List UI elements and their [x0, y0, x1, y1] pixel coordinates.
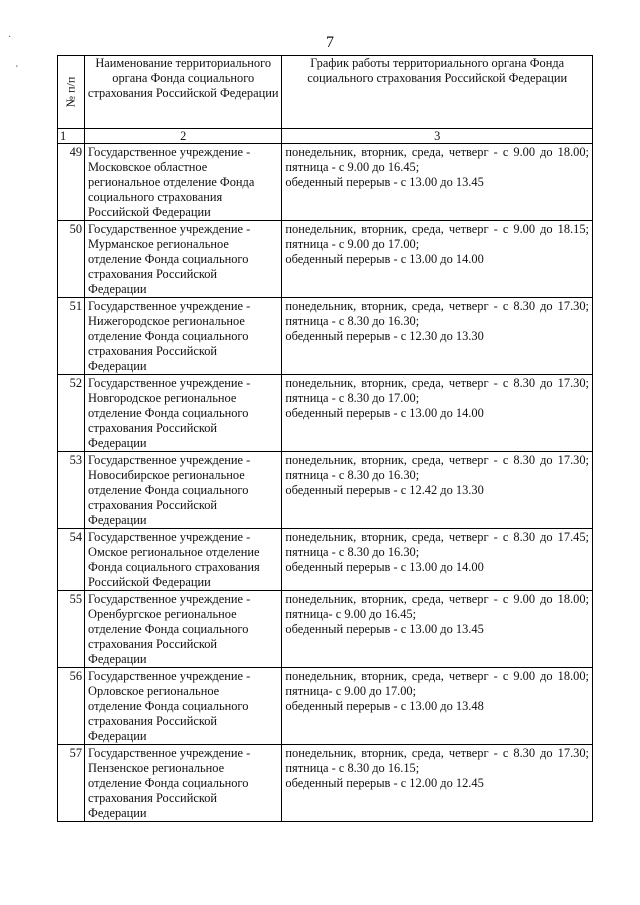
margin-mark: ': [16, 64, 18, 75]
organization-name-line: Нижегородское региональное: [88, 314, 245, 328]
column-index-row: [58, 129, 593, 144]
table-row: [58, 452, 593, 529]
table-row: [58, 529, 593, 591]
organization-name-line: Государственное учреждение -: [88, 669, 251, 683]
row-number: 57: [58, 745, 85, 822]
organization-name: [85, 591, 282, 668]
row-number: 49: [58, 144, 85, 221]
work-schedule: [282, 529, 593, 591]
column-index: 3: [282, 129, 593, 144]
work-schedule: [282, 375, 593, 452]
organization-name: [85, 298, 282, 375]
organization-name: [85, 745, 282, 822]
organization-name-line: страхования Российской: [88, 421, 218, 435]
table-row: [58, 144, 593, 221]
organization-name-line: отделение Фонда социального: [88, 622, 249, 636]
table-row: [58, 375, 593, 452]
table-row: [58, 298, 593, 375]
organization-name: [85, 144, 282, 221]
organization-name: [85, 668, 282, 745]
work-schedule-line: понедельник, вторник, среда, четверг - с 8.30 до 17.30;: [285, 746, 589, 760]
work-schedule-line: обеденный перерыв - с 13.00 до 13.45: [285, 175, 484, 189]
organization-name-line: страхования Российской: [88, 637, 218, 651]
work-schedule: [282, 591, 593, 668]
work-schedule-line: понедельник, вторник, среда, четверг - с 9.00 до 18.00;: [285, 145, 589, 159]
work-schedule-line: пятница- с 9.00 до 17.00;: [285, 684, 417, 698]
organization-name-line: Российской Федерации: [88, 205, 211, 219]
organization-name-line: Государственное учреждение -: [88, 299, 251, 313]
organization-name-line: Фонда социального страхования: [88, 560, 260, 574]
row-number: 52: [58, 375, 85, 452]
work-schedule-line: пятница- с 9.00 до 16.45;: [285, 607, 417, 621]
column-index: 1: [58, 129, 85, 144]
organization-name-line: Федерации: [88, 513, 147, 527]
row-number: 53: [58, 452, 85, 529]
work-schedule-line: обеденный перерыв - с 12.30 до 13.30: [285, 329, 484, 343]
work-schedule-line: пятница - с 8.30 до 16.30;: [285, 314, 420, 328]
work-schedule-line: понедельник, вторник, среда, четверг - с 9.00 до 18.15;: [285, 222, 589, 236]
organization-name: [85, 375, 282, 452]
work-schedule-line: обеденный перерыв - с 13.00 до 14.00: [285, 560, 484, 574]
organization-name-line: страхования Российской: [88, 714, 218, 728]
schedule-table: [57, 55, 593, 822]
work-schedule-line: пятница - с 8.30 до 16.30;: [285, 468, 420, 482]
organization-name-line: Московское областное: [88, 160, 208, 174]
margin-mark: ·: [8, 32, 12, 43]
organization-name-line: Государственное учреждение -: [88, 453, 251, 467]
organization-name-line: отделение Фонда социального: [88, 699, 249, 713]
work-schedule-line: понедельник, вторник, среда, четверг - с 8.30 до 17.30;: [285, 453, 589, 467]
organization-name-line: Государственное учреждение -: [88, 376, 251, 390]
row-number: 50: [58, 221, 85, 298]
row-number: 56: [58, 668, 85, 745]
header-name: Наименование территориального органа Фонда социального страхования Российской Федерации: [85, 56, 282, 129]
organization-name-line: Федерации: [88, 652, 147, 666]
work-schedule-line: обеденный перерыв - с 12.00 до 12.45: [285, 776, 484, 790]
organization-name-line: Федерации: [88, 359, 147, 373]
column-index: 2: [85, 129, 282, 144]
organization-name-line: отделение Фонда социального: [88, 406, 249, 420]
organization-name-line: Федерации: [88, 729, 147, 743]
table-row: [58, 591, 593, 668]
organization-name-line: отделение Фонда социального: [88, 483, 249, 497]
organization-name-line: Новгородское региональное: [88, 391, 237, 405]
work-schedule: [282, 452, 593, 529]
work-schedule-line: обеденный перерыв - с 13.00 до 14.00: [285, 252, 484, 266]
row-number: 55: [58, 591, 85, 668]
organization-name-line: отделение Фонда социального: [88, 776, 249, 790]
organization-name-line: отделение Фонда социального: [88, 329, 249, 343]
work-schedule: [282, 144, 593, 221]
row-number: 54: [58, 529, 85, 591]
organization-name: [85, 452, 282, 529]
table-row: [58, 745, 593, 822]
organization-name-line: Орловское региональное: [88, 684, 220, 698]
organization-name-line: Государственное учреждение -: [88, 592, 251, 606]
organization-name-line: страхования Российской: [88, 498, 218, 512]
work-schedule-line: пятница - с 8.30 до 17.00;: [285, 391, 420, 405]
work-schedule-line: пятница - с 8.30 до 16.15;: [285, 761, 420, 775]
organization-name-line: Российской Федерации: [88, 575, 211, 589]
table-header-row: [58, 56, 593, 129]
work-schedule-line: обеденный перерыв - с 13.00 до 13.48: [285, 699, 484, 713]
work-schedule-line: понедельник, вторник, среда, четверг - с 8.30 до 17.30;: [285, 299, 589, 313]
work-schedule-line: понедельник, вторник, среда, четверг - с 8.30 до 17.30;: [285, 376, 589, 390]
organization-name: [85, 221, 282, 298]
work-schedule-line: обеденный перерыв - с 13.00 до 13.45: [285, 622, 484, 636]
organization-name: [85, 529, 282, 591]
table-row: [58, 668, 593, 745]
work-schedule: [282, 221, 593, 298]
page-number: 7: [326, 34, 334, 51]
organization-name-line: Новосибирское региональное: [88, 468, 245, 482]
row-number: 51: [58, 298, 85, 375]
organization-name-line: Государственное учреждение -: [88, 145, 251, 159]
organization-name-line: Оренбургское региональное: [88, 607, 237, 621]
work-schedule-line: пятница - с 9.00 до 17.00;: [285, 237, 420, 251]
organization-name-line: Мурманское региональное: [88, 237, 229, 251]
organization-name-line: региональное отделение Фонда: [88, 175, 255, 189]
header-num: [58, 56, 85, 129]
organization-name-line: страхования Российской: [88, 344, 218, 358]
organization-name-line: Федерации: [88, 806, 147, 820]
table-row: [58, 221, 593, 298]
work-schedule-line: обеденный перерыв - с 13.00 до 14.00: [285, 406, 484, 420]
organization-name-line: страхования Российской: [88, 267, 218, 281]
organization-name-line: Федерации: [88, 282, 147, 296]
work-schedule-line: пятница - с 9.00 до 16.45;: [285, 160, 420, 174]
work-schedule: [282, 745, 593, 822]
work-schedule: [282, 668, 593, 745]
organization-name-line: страхования Российской: [88, 791, 218, 805]
organization-name-line: отделение Фонда социального: [88, 252, 249, 266]
organization-name-line: Пензенское региональное: [88, 761, 225, 775]
header-schedule: График работы территориального органа Фонда социального страхования Российской Федерации: [282, 56, 593, 129]
organization-name-line: социального страхования: [88, 190, 223, 204]
work-schedule-line: понедельник, вторник, среда, четверг - с 9.00 до 18.00;: [285, 592, 589, 606]
header-num-label: № п/п: [63, 76, 78, 108]
work-schedule-line: обеденный перерыв - с 12.42 до 13.30: [285, 483, 484, 497]
work-schedule: [282, 298, 593, 375]
organization-name-line: Государственное учреждение -: [88, 222, 251, 236]
organization-name-line: Федерации: [88, 436, 147, 450]
work-schedule-line: понедельник, вторник, среда, четверг - с 9.00 до 18.00;: [285, 669, 589, 683]
organization-name-line: Омское региональное отделение: [88, 545, 260, 559]
work-schedule-line: пятница - с 8.30 до 16.30;: [285, 545, 420, 559]
work-schedule-line: понедельник, вторник, среда, четверг - с 8.30 до 17.45;: [285, 530, 589, 544]
organization-name-line: Государственное учреждение -: [88, 746, 251, 760]
organization-name-line: Государственное учреждение -: [88, 530, 251, 544]
